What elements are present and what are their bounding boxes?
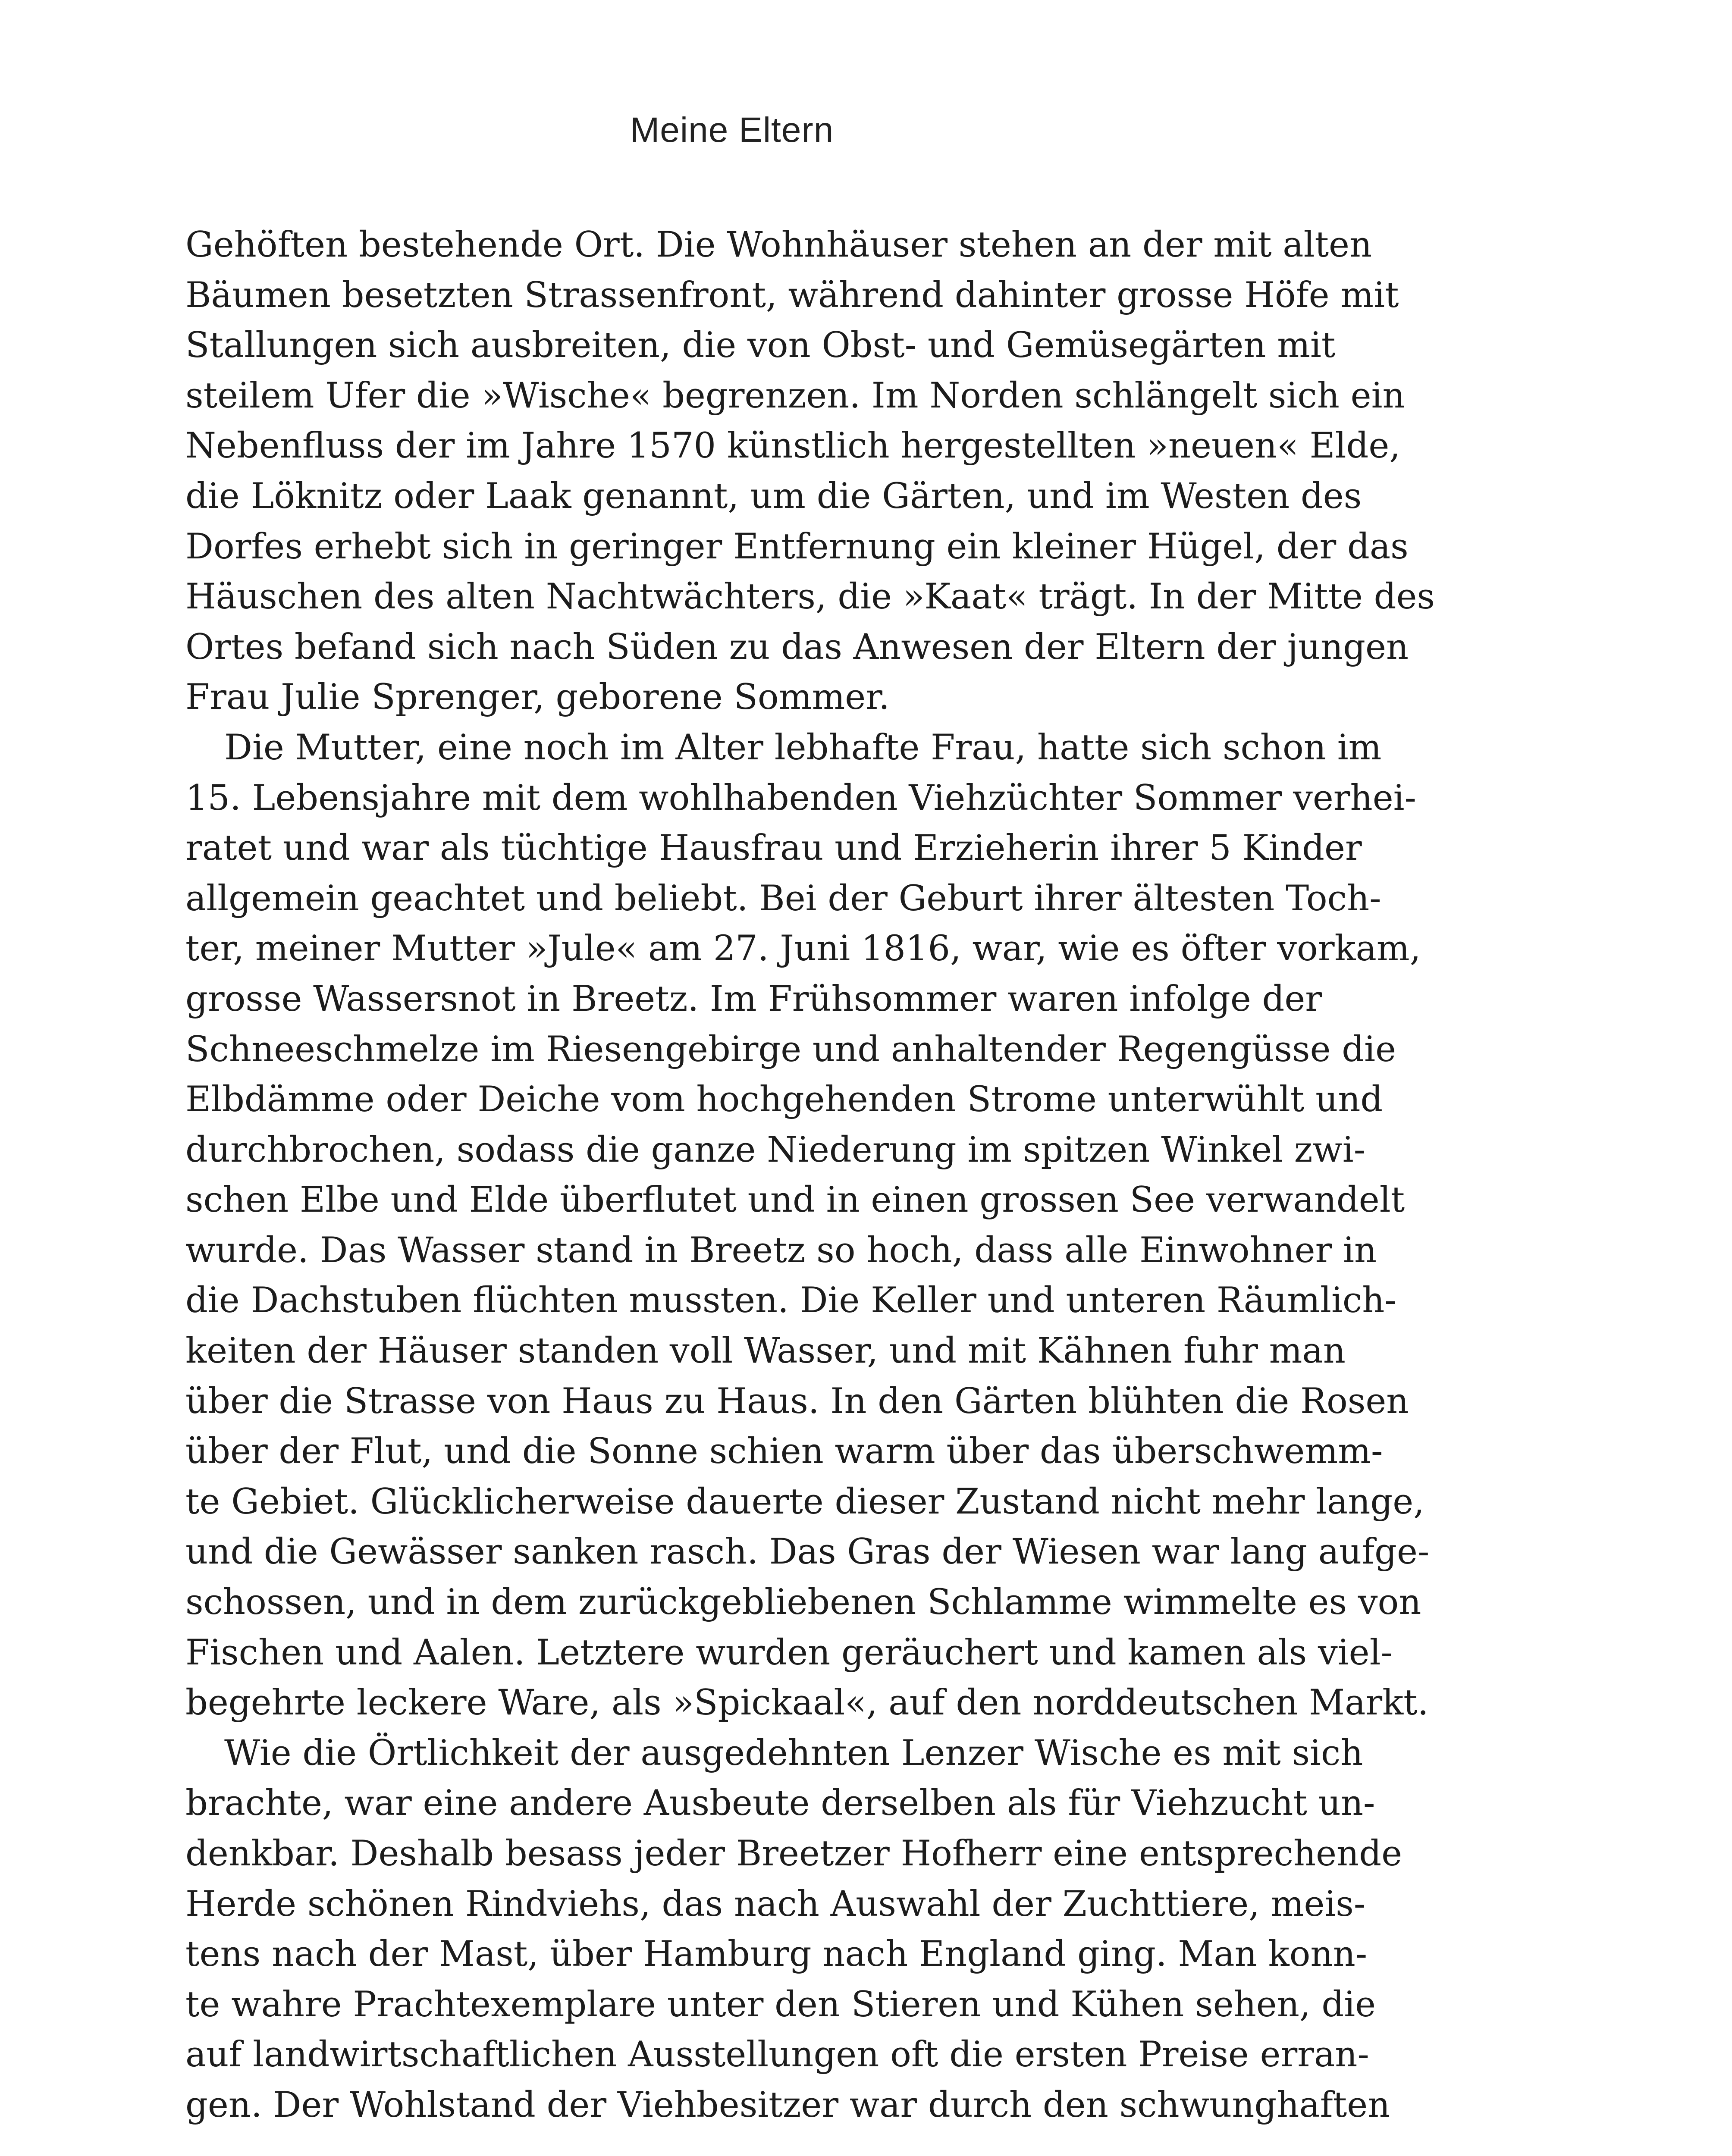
text-line: schen Elbe und Elde überflutet und in einen grossen See verwandelt	[185, 1180, 1405, 1221]
text-line: und die Gewässer sanken rasch. Das Gras der Wiesen war lang aufge-	[185, 1532, 1430, 1573]
text-line: schossen, und in dem zurückgebliebenen Schlamme wimmelte es von	[185, 1582, 1421, 1623]
paragraph	[185, 1728, 1402, 2131]
text-line: Elbdämme oder Deiche vom hochgehenden Strome unterwühlt und	[185, 1079, 1383, 1120]
text-line: die Dachstuben flüchten mussten. Die Keller und unteren Räumlich-	[185, 1280, 1396, 1321]
text-line: Ortes befand sich nach Süden zu das Anwesen der Eltern der jungen	[185, 627, 1409, 667]
text-line: Frau Julie Sprenger, geborene Sommer.	[185, 677, 890, 718]
text-line: Wie die Örtlichkeit der ausgedehnten Lenzer Wische es mit sich	[224, 1733, 1363, 1774]
text-line: Herde schönen Rindviehs, das nach Auswahl der Zuchttiere, meis-	[185, 1883, 1366, 1924]
text-line: auf landwirtschaftlichen Ausstellungen oft die ersten Preise erran-	[185, 2034, 1369, 2075]
text-line: grosse Wassersnot in Breetz. Im Frühsommer waren infolge der	[185, 978, 1322, 1019]
text-line: Nebenfluss der im Jahre 1570 künstlich hergestellten »neuen« Elde,	[185, 426, 1401, 467]
paragraph	[185, 723, 1430, 1728]
text-line: durchbrochen, sodass die ganze Niederung im spitzen Winkel zwi-	[185, 1129, 1366, 1170]
text-line: Fischen und Aalen. Letztere wurden geräuchert und kamen als viel-	[185, 1632, 1393, 1673]
text-line: wurde. Das Wasser stand in Breetz so hoch, dass alle Einwohner in	[185, 1230, 1377, 1271]
text-line: gen. Der Wohlstand der Viehbesitzer war durch den schwunghaften	[185, 2084, 1390, 2125]
text-line: allgemein geachtet und beliebt. Bei der Geburt ihrer ältesten Toch-	[185, 878, 1381, 919]
text-line: Schneeschmelze im Riesengebirge und anhaltender Regengüsse die	[185, 1029, 1396, 1070]
text-line: te wahre Prachtexemplare unter den Stieren und Kühen sehen, die	[185, 1984, 1376, 2025]
text-line: Bäumen besetzten Strassenfront, während dahinter grosse Höfe mit	[185, 275, 1399, 316]
text-line: steilem Ufer die »Wische« begrenzen. Im Norden schlängelt sich ein	[185, 375, 1405, 416]
text-line: tens nach der Mast, über Hamburg nach England ging. Man konn-	[185, 1934, 1368, 1975]
text-line: Häuschen des alten Nachtwächters, die »Kaat« trägt. In der Mitte des	[185, 577, 1435, 617]
text-line: ter, meiner Mutter »Jule« am 27. Juni 1816, war, wie es öfter vorkam,	[185, 928, 1421, 969]
text-line: begehrte leckere Ware, als »Spickaal«, auf den norddeutschen Markt.	[185, 1683, 1429, 1724]
text-line: Dorfes erhebt sich in geringer Entfernung ein kleiner Hügel, der das	[185, 526, 1409, 567]
paragraph	[185, 220, 1435, 723]
text-line: ratet und war als tüchtige Hausfrau und Erzieherin ihrer 5 Kinder	[185, 828, 1362, 869]
running-head: Meine Eltern	[630, 110, 834, 150]
text-line: brachte, war eine andere Ausbeute derselben als für Viehzucht un-	[185, 1783, 1375, 1824]
text-line: Die Mutter, eine noch im Alter lebhafte Frau, hatte sich schon im	[224, 727, 1382, 768]
text-line: Gehöften bestehende Ort. Die Wohnhäuser stehen an der mit alten	[185, 225, 1372, 265]
text-line: die Löknitz oder Laak genannt, um die Gärten, und im Westen des	[185, 476, 1362, 517]
text-line: über der Flut, und die Sonne schien warm über das überschwemm-	[185, 1431, 1383, 1472]
text-line: keiten der Häuser standen voll Wasser, und mit Kähnen fuhr man	[185, 1331, 1346, 1372]
text-line: Stallungen sich ausbreiten, die von Obst- und Gemüsegärten mit	[185, 325, 1336, 366]
text-line: denkbar. Deshalb besass jeder Breetzer Hofherr eine entsprechende	[185, 1833, 1402, 1874]
body-text	[185, 220, 1435, 2131]
text-line: 15. Lebensjahre mit dem wohlhabenden Viehzüchter Sommer verhei-	[185, 777, 1416, 818]
text-line: te Gebiet. Glücklicherweise dauerte dieser Zustand nicht mehr lange,	[185, 1481, 1425, 1522]
text-line: über die Strasse von Haus zu Haus. In den Gärten blühten die Rosen	[185, 1381, 1409, 1422]
